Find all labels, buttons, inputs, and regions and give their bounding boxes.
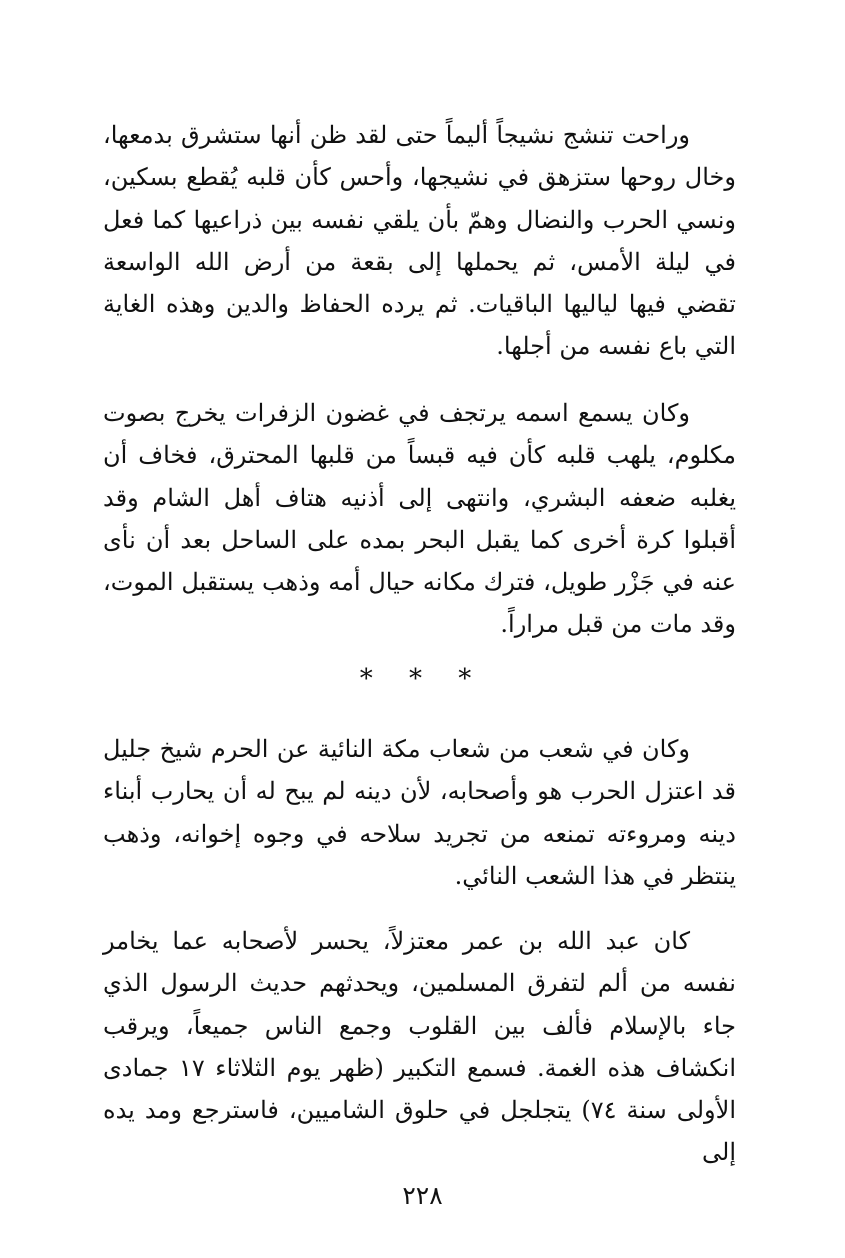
paragraph-text: وكان في شعب من شعاب مكة النائية عن الحرم شيخ جليل قد اعتزل الحرب هو وأصحابه، لأن دينه لم يبح له أن يحارب أبناء دينه ومروءته تمنعه من تجريد سلاحه في وجوه إخوانه، وذهب ينتظر في هذا الشعب النائي. — [103, 735, 736, 890]
paragraph-text: وراحت تنشج نشيجاً أليماً حتى لقد ظن أنها ستشرق بدمعها، وخال روحها ستزهق في نشيجها، وأحس كأن قلبه يُقطع بسكين، ونسي الحرب والنضال وهمّ بأن يلقي نفسه بين ذراعيها كما فعل في ليلة الأمس، ثم يحملها إلى بقعة من أرض الله الواسعة تقضي فيها لياليها الباقيات. ثم يرده الحفاظ والدين وهذه الغاية التي باع نفسه من أجلها. — [103, 121, 736, 361]
paragraph-4 — [103, 920, 736, 1174]
section-separator: * * * — [359, 664, 486, 694]
page-number: ٢٢٨ — [402, 1181, 443, 1210]
paragraph-text: وكان يسمع اسمه يرتجف في غضون الزفرات يخرج بصوت مكلوم، يلهب قلبه كأن فيه قبساً من قلبها المحترق، فخاف أن يغلبه ضعفه البشري، وانتهى إلى أذنيه هتاف أهل الشام وقد أقبلوا كرة أخرى كما يقبل البحر بمده على الساحل بعد أن نأى عنه في جَزْر طويل، فترك مكانه حيال أمه وذهب يستقبل الموت، وقد مات من قبل مراراً. — [103, 399, 736, 639]
paragraph-text: كان عبد الله بن عمر معتزلاً، يحسر لأصحابه عما يخامر نفسه من ألم لتفرق المسلمين، ويحدثهم حديث الرسول الذي جاء بالإسلام فألف بين القلوب وجمع الناس جميعاً، ويرقب انكشاف هذه الغمة. فسمع التكبير (ظهر يوم الثلاثاء ١٧ جمادى الأولى سنة ٧٤) يتجلجل في حلوق الشاميين، فاسترجع ومد يده إلى — [103, 927, 736, 1167]
paragraph-2 — [103, 392, 736, 646]
paragraph-1 — [103, 114, 736, 368]
paragraph-3 — [103, 728, 736, 897]
